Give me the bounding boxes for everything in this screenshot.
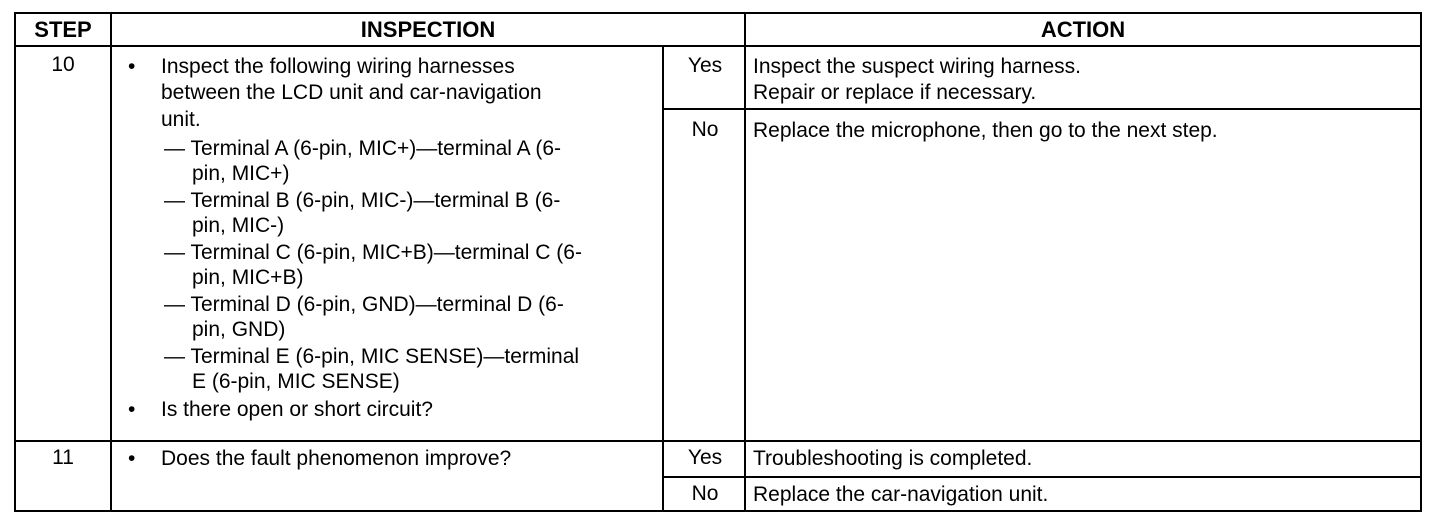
yes-label-11: Yes [687,446,723,469]
terminal-e-line-1: — Terminal E (6-pin, MIC SENSE)—terminal [164,345,580,368]
no-action-11: Replace the car-navigation unit. [753,483,1049,506]
inspection-intro-line-2: between the LCD unit and car-navigation [161,81,542,104]
row-divider-10-11 [16,440,1420,442]
yes-action-10-line-2: Repair or replace if necessary. [753,81,1037,104]
inspection-intro-line-3: unit. [161,108,201,131]
row11-yes-no-line [662,476,1420,478]
terminal-a-line-2: pin, MIC+) [192,162,290,185]
inspection-question-11: Does the fault phenomenon improve? [161,447,512,470]
header-inspection: INSPECTION [360,17,496,42]
step-number-10: 10 [51,53,75,76]
bullet-icon: • [128,55,136,78]
terminal-b-line-2: pin, MIC-) [192,214,285,237]
terminal-c-line-1: — Terminal C (6-pin, MIC+B)—terminal C (6- [164,241,582,264]
troubleshooting-table [14,12,1422,512]
no-label-10: No [691,118,719,141]
no-label-11: No [691,482,719,505]
header-step: STEP [34,17,92,42]
terminal-d-line-1: — Terminal D (6-pin, GND)—terminal D (6- [164,293,564,316]
terminal-e-line-2: E (6-pin, MIC SENSE) [192,370,400,393]
step-number-11: 11 [52,446,74,469]
yes-action-10-line-1: Inspect the suspect wiring harness. [753,55,1082,78]
header-bottom-line [16,45,1420,47]
col-divider-step [110,14,112,510]
yes-action-11: Troubleshooting is completed. [753,447,1033,470]
header-action: ACTION [1040,17,1126,42]
no-action-10: Replace the microphone, then go to the next step. [753,119,1218,142]
inspection-intro-line-1: Inspect the following wiring harnesses [161,55,515,78]
row10-yes-no-line [662,108,1420,110]
terminal-a-line-1: — Terminal A (6-pin, MIC+)—terminal A (6- [164,137,561,160]
terminal-d-line-2: pin, GND) [192,318,286,341]
terminal-b-line-1: — Terminal B (6-pin, MIC-)—terminal B (6- [164,189,561,212]
bullet-icon: • [128,447,136,470]
col-divider-action [744,14,746,510]
inspection-question-10: Is there open or short circuit? [161,398,433,421]
terminal-c-line-2: pin, MIC+B) [192,266,304,289]
bullet-icon: • [128,398,136,421]
yes-label-10: Yes [687,54,723,77]
